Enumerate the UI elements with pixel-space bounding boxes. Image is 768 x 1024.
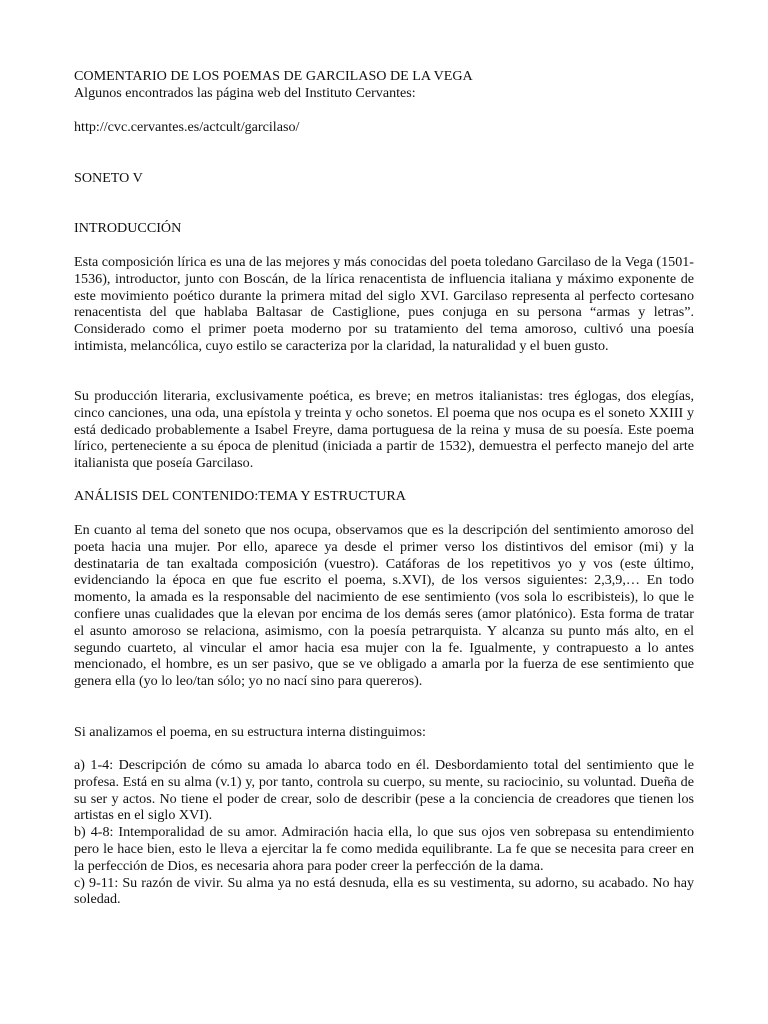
document-header [74,68,694,102]
intro-paragraph-1: Esta composición lírica es una de las mejores y más conocidas del poeta toledano Garcilaso de la Vega (1501-1536), introductor, junto con Boscán, de la lírica renacentista de influencia italiana y máximo exponente de este movimiento poético durante la primera mitad del siglo XVI. Garcilaso representa al perfecto cortesano renacentista del que hablaba Baltasar de Castiglione, pues conjuga en su persona “armas y letras”. Considerado como el primer poeta moderno por su tratamiento del tema amoroso, cultivó una poesía intimista, melancólica, cuyo estilo se caracteriza por la claridad, la naturalidad y el buen gusto. [74,254,694,354]
structure-item-a: a) 1-4: Descripción de cómo su amada lo abarca todo en él. Desbordamiento total del sentimiento que le profesa. Está en su alma (v.1) y, por tanto, controla su cuerpo, su mente, su raciocinio, su voluntad. Dueña de su ser y actos. No tiene el poder de crear, solo de describir (pese a la conciencia de creadores que tienen los artistas en el siglo XVI). [74,757,694,824]
document-subtitle: Algunos encontrados las página web del Instituto Cervantes: [74,84,416,101]
analysis-paragraph: En cuanto al tema del soneto que nos ocupa, observamos que es la descripción del sentimiento amoroso del poeta hacia una mujer. Por ello, aparece ya desde el primer verso los distintivos del emisor (mi) y la destinataria de tan exaltada composición (vuestro). Catáforas de los repetitivos yo y vos (este último, evidenciando la época en que fue escrito el poema, s.XVI), de los versos siguientes: 2,3,9,… En todo momento, la amada es la responsable del nacimiento de ese sentimiento (vos sola lo escribisteis), lo que le confiere unas cualidades que la elevan por encima de los demás seres (amor platónico). Esta forma de tratar el asunto amoroso se relaciona, asimismo, con la poesía petrarquista. Y alcanza su punto más alto, en el segundo cuarteto, al vincular el amor hacia esa mujer con la fe. Igualmente, y contrapuesto a lo antes mencionado, el hombre, es un ser pasivo, que se ve obligado a amarla por la fuerza de ese sentimiento que genera ella (yo lo leo/tan sólo; yo no nací sino para quereros). [74,522,694,690]
intro-heading: INTRODUCCIÓN [74,220,182,236]
structure-item-c: c) 9-11: Su razón de vivir. Su alma ya no está desnuda, ella es su vestimenta, su adorno, su acabado. No hay soledad. [74,874,694,908]
document-title: COMENTARIO DE LOS POEMAS DE GARCILASO DE LA VEGA [74,68,473,84]
structure-item-b: b) 4-8: Intemporalidad de su amor. Admiración hacia ella, lo que sus ojos ven sobrepasa su entendimiento pero le hace bien, esto le lleva a ejercitar la fe como medida equilibrante. La fe que se necesita para creer en la perfección de Dios, es necesaria ahora para poder creer la perfección de la dama. [74,824,694,874]
intro-paragraph-2: Su producción literaria, exclusivamente poética, es breve; en metros italianistas: tres églogas, dos elegías, cinco canciones, una oda, una epístola y treinta y ocho sonetos. El poema que nos ocupa es el soneto XXIII y está dedicado probablemente a Isabel Freyre, dama portuguesa de la reina y musa de su poesía. Este poema lírico, perteneciente a su época de plenitud (iniciada a partir de 1532), demuestra el perfecto manejo del arte italianista que poseía Garcilaso. [74,388,694,472]
analysis-heading: ANÁLISIS DEL CONTENIDO:TEMA Y ESTRUCTURA [74,488,406,504]
structure-intro: Si analizamos el poema, en su estructura interna distinguimos: [74,724,426,740]
structure-list [74,757,694,908]
sonnet-heading: SONETO V [74,170,143,186]
source-url: http://cvc.cervantes.es/actcult/garcilaso/ [74,119,300,135]
